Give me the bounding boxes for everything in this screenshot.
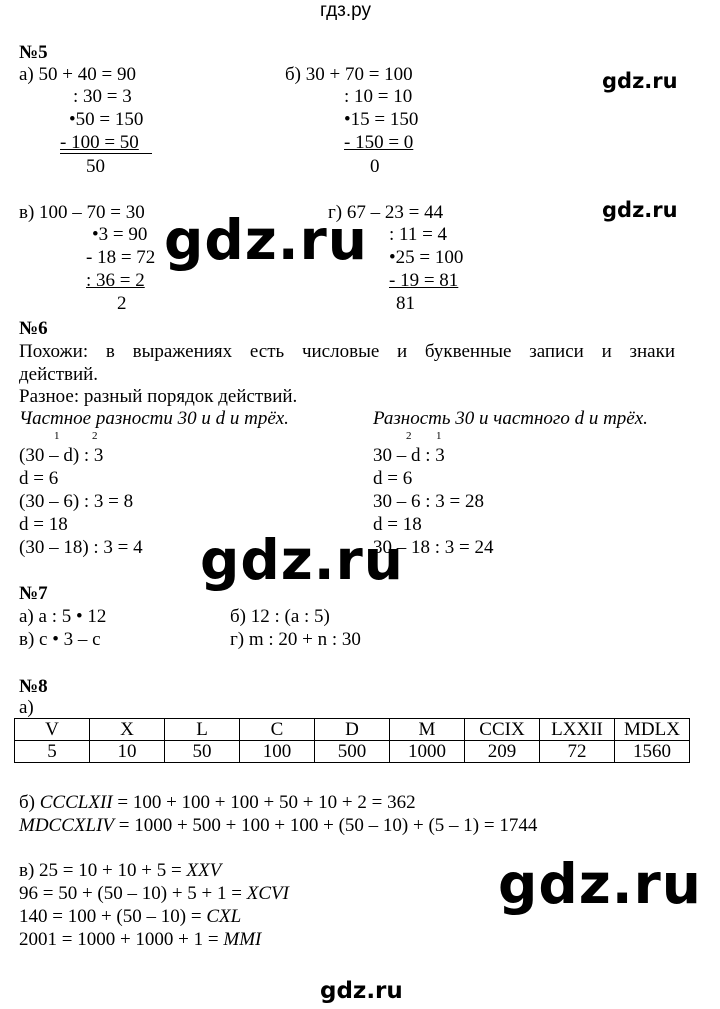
task-title: №8: [19, 676, 48, 697]
paragraph: Разное: разный порядок действий.: [19, 386, 298, 407]
expression: 30 – 6 : 3 = 28: [373, 491, 484, 512]
table-cell: 1000: [390, 741, 465, 763]
task-result: 81: [396, 293, 415, 314]
expression: [19, 815, 537, 837]
task-result: 2: [117, 293, 127, 314]
expression: [19, 792, 416, 814]
expression: [19, 883, 289, 905]
task-title: №6: [19, 318, 48, 339]
watermark: gdz.ru: [602, 69, 678, 93]
expression-rest: = 100 + 100 + 100 + 50 + 10 + 2 = 362: [112, 792, 416, 813]
expression-text: 96 = 50 + (50 – 10) + 5 + 1 =: [19, 883, 247, 904]
table-cell: 1560: [615, 741, 690, 763]
expression: d = 18: [373, 514, 422, 535]
task-line: : 36 = 2: [86, 270, 145, 291]
task-result: 0: [370, 156, 380, 177]
task-line: •3 = 90: [92, 224, 148, 245]
task-line: •25 = 100: [389, 247, 464, 268]
task-line: в) 100 – 70 = 30: [19, 202, 145, 223]
table-cell: 100: [240, 741, 315, 763]
table-cell: V: [15, 719, 90, 741]
item-label: а): [19, 697, 34, 718]
expression-text: 140 = 100 + (50 – 10) =: [19, 906, 207, 927]
table-cell: 209: [465, 741, 540, 763]
expression: [19, 929, 261, 951]
table-row: [15, 719, 690, 741]
order-mark: 1: [54, 430, 60, 442]
footer-watermark: gdz.ru: [320, 978, 403, 1004]
expression: d = 18: [19, 514, 68, 535]
expression: в) c • 3 – c: [19, 629, 101, 650]
table-cell: MDLX: [615, 719, 690, 741]
roman-number: CCCLXII: [39, 792, 113, 813]
watermark: gdz.ru: [498, 852, 702, 916]
task-line: •15 = 150: [344, 109, 419, 130]
subheading: Разность 30 и частного d и трёх.: [373, 408, 648, 429]
expression-text: 2001 = 1000 + 1000 + 1 =: [19, 929, 224, 950]
order-mark: 2: [92, 430, 98, 442]
expression: 30 – 18 : 3 = 24: [373, 537, 494, 558]
table-cell: M: [390, 719, 465, 741]
table-cell: L: [165, 719, 240, 741]
task-title: №7: [19, 583, 48, 604]
site-header: гдз.ру: [320, 0, 372, 21]
subheading: Частное разности 30 и d и трёх.: [19, 408, 289, 429]
task-line: - 18 = 72: [86, 247, 156, 268]
underline: [60, 153, 152, 154]
item-label: б): [19, 792, 40, 813]
expression: d = 6: [373, 468, 413, 489]
order-mark: 2: [406, 430, 412, 442]
task-line: : 11 = 4: [389, 224, 448, 245]
expression: (30 – d) : 3: [19, 445, 104, 466]
table-row: [15, 741, 690, 763]
expression: (30 – 6) : 3 = 8: [19, 491, 134, 512]
watermark: gdz.ru: [200, 528, 404, 592]
task-title: №5: [19, 42, 48, 63]
roman-number: CXL: [206, 906, 242, 927]
task-line: - 19 = 81: [389, 270, 459, 291]
paragraph: Похожи: в выражениях есть числовые и буквенные записи и знаки: [19, 341, 675, 362]
expression-rest: = 1000 + 500 + 100 + 100 + (50 – 10) + (5 – 1) = 1744: [114, 815, 538, 836]
table-cell: X: [90, 719, 165, 741]
expression: г) m : 20 + n : 30: [230, 629, 361, 650]
roman-numerals-table: [14, 718, 690, 763]
task-line: г) 67 – 23 = 44: [328, 202, 444, 223]
table-cell: LXXII: [540, 719, 615, 741]
table-cell: 500: [315, 741, 390, 763]
task-line: б) 30 + 70 = 100: [285, 64, 413, 85]
table-cell: CCIX: [465, 719, 540, 741]
task-line: : 30 = 3: [73, 86, 132, 107]
expression: d = 6: [19, 468, 59, 489]
table-cell: 5: [15, 741, 90, 763]
table-cell: 10: [90, 741, 165, 763]
task-line: : 10 = 10: [344, 86, 413, 107]
roman-number: MDCCXLIV: [19, 815, 114, 836]
task-line: •50 = 150: [69, 109, 144, 130]
task-line: - 150 = 0: [344, 132, 414, 153]
table-cell: 50: [165, 741, 240, 763]
roman-number: XCVI: [246, 883, 289, 904]
watermark: gdz.ru: [602, 198, 678, 222]
roman-number: MMI: [223, 929, 262, 950]
paragraph: действий.: [19, 364, 99, 385]
expression: [19, 906, 241, 928]
roman-number: XXV: [186, 860, 222, 881]
task-line: - 100 = 50: [60, 132, 139, 153]
expression: а) a : 5 • 12: [19, 606, 107, 627]
table-cell: D: [315, 719, 390, 741]
expression: [19, 860, 221, 882]
task-result: 50: [86, 156, 105, 177]
expression-text: в) 25 = 10 + 10 + 5 =: [19, 860, 187, 881]
table-cell: 72: [540, 741, 615, 763]
order-mark: 1: [436, 430, 442, 442]
expression: (30 – 18) : 3 = 4: [19, 537, 143, 558]
task-line: а) 50 + 40 = 90: [19, 64, 136, 85]
table-cell: C: [240, 719, 315, 741]
expression: 30 – d : 3: [373, 445, 445, 466]
expression: б) 12 : (a : 5): [230, 606, 330, 627]
watermark: gdz.ru: [164, 208, 368, 272]
